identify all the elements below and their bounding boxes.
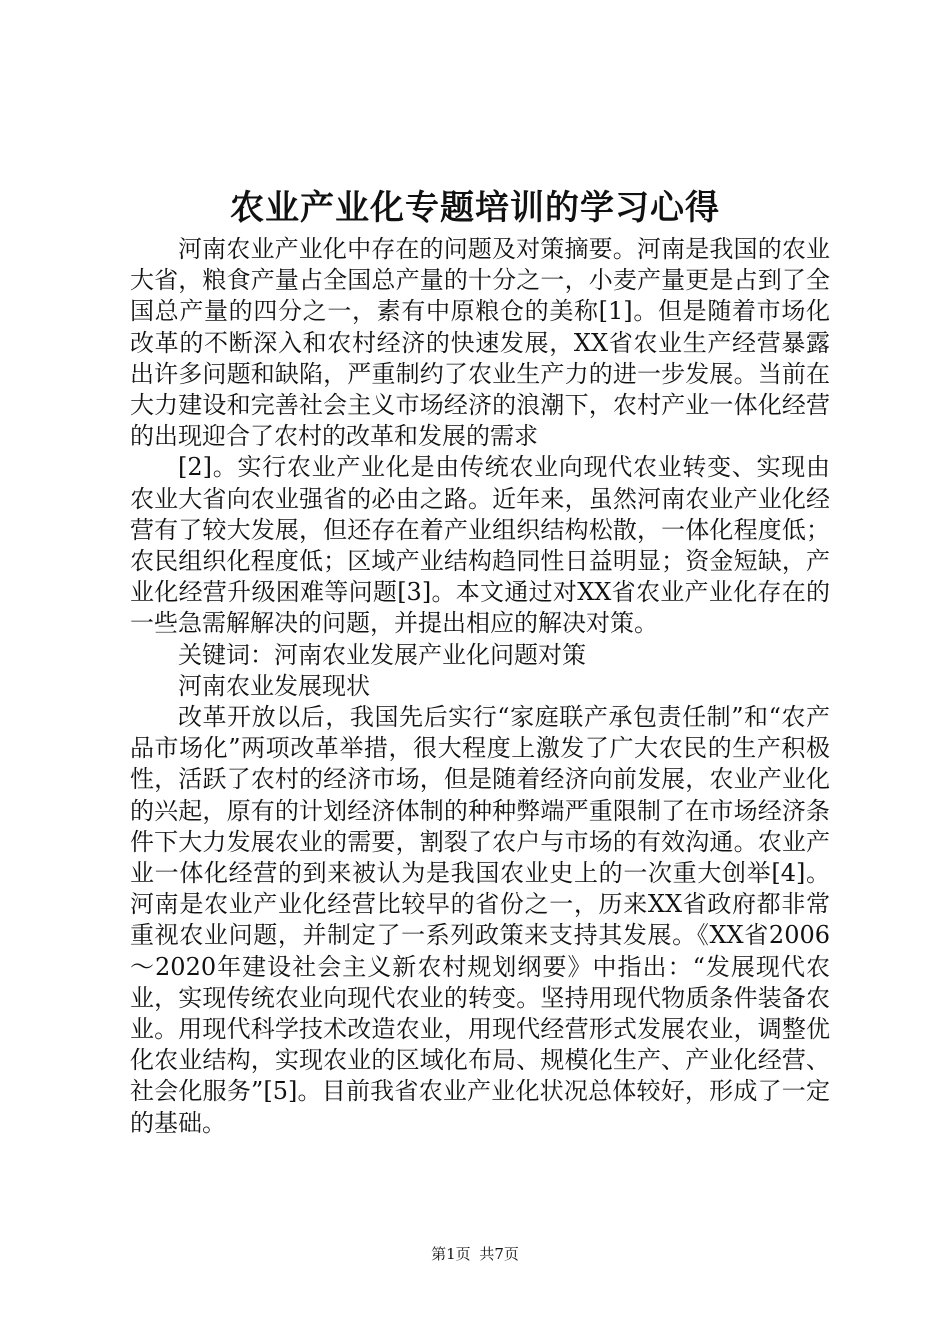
document-body bbox=[130, 234, 830, 1139]
section-heading: 河南农业发展现状 bbox=[178, 671, 370, 700]
page-footer: 第1页 共7页 bbox=[431, 1245, 519, 1263]
paragraph-abstract-part1: 河南农业产业化中存在的问题及对策摘要。河南是我国的农业大省，粮食产量占全国总产量的十分之一，小麦产量更是占到了全国总产量的四分之一，素有中原粮仓的美称[1]。但是随着市场化改革的不断深入和农村经济的快速发展，XX省农业生产经营暴露出许多问题和缺陷，严重制约了农业生产力的进一步发展。当前在大力建设和完善社会主义市场经济的浪潮下，农村产业一体化经营的出现迎合了农村的改革和发展的需求 bbox=[130, 235, 830, 451]
document-title: 农业产业化专题培训的学习心得 bbox=[230, 188, 720, 228]
paragraph-body: 改革开放以后，我国先后实行“家庭联产承包责任制”和“农产品市场化”两项改革举措，很大程度上激发了广大农民的生产积极性，活跃了农村的经济市场，但是随着经济向前发展，农业产业化的兴起，原有的计划经济体制的种种弊端严重限制了在市场经济条件下大力发展农业的需要，割裂了农户与市场的有效沟通。农业产业一体化经营的到来被认为是我国农业史上的一次重大创举[4]。河南是农业产业化经营比较早的省份之一，历来XX省政府都非常重视农业问题，并制定了一系列政策来支持其发展。《XX省2006～2020年建设社会主义新农村规划纲要》中指出：“发展现代农业，实现传统农业向现代农业的转变。坚持用现代物质条件装备农业。用现代科学技术改造农业，用现代经营形式发展农业，调整优化农业结构，实现农业的区域化布局、规模化生产、产业化经营、社会化服务”[5]。目前我省农业产业化状况总体较好，形成了一定的基础。 bbox=[130, 703, 830, 1137]
paragraph-keywords: 关键词：河南农业发展产业化问题对策 bbox=[178, 640, 586, 669]
paragraph-abstract-part2: [2]。实行农业产业化是由传统农业向现代农业转变、实现由农业大省向农业强省的必由之路。近年来，虽然河南农业产业化经营有了较大发展，但还存在着产业组织结构松散，一体化程度低；农民组织化程度低；区域产业结构趋同性日益明显；资金短缺，产业化经营升级困难等问题[3]。本文通过对XX省农业产业化存在的一些急需解解决的问题，并提出相应的解决对策。 bbox=[130, 453, 830, 638]
